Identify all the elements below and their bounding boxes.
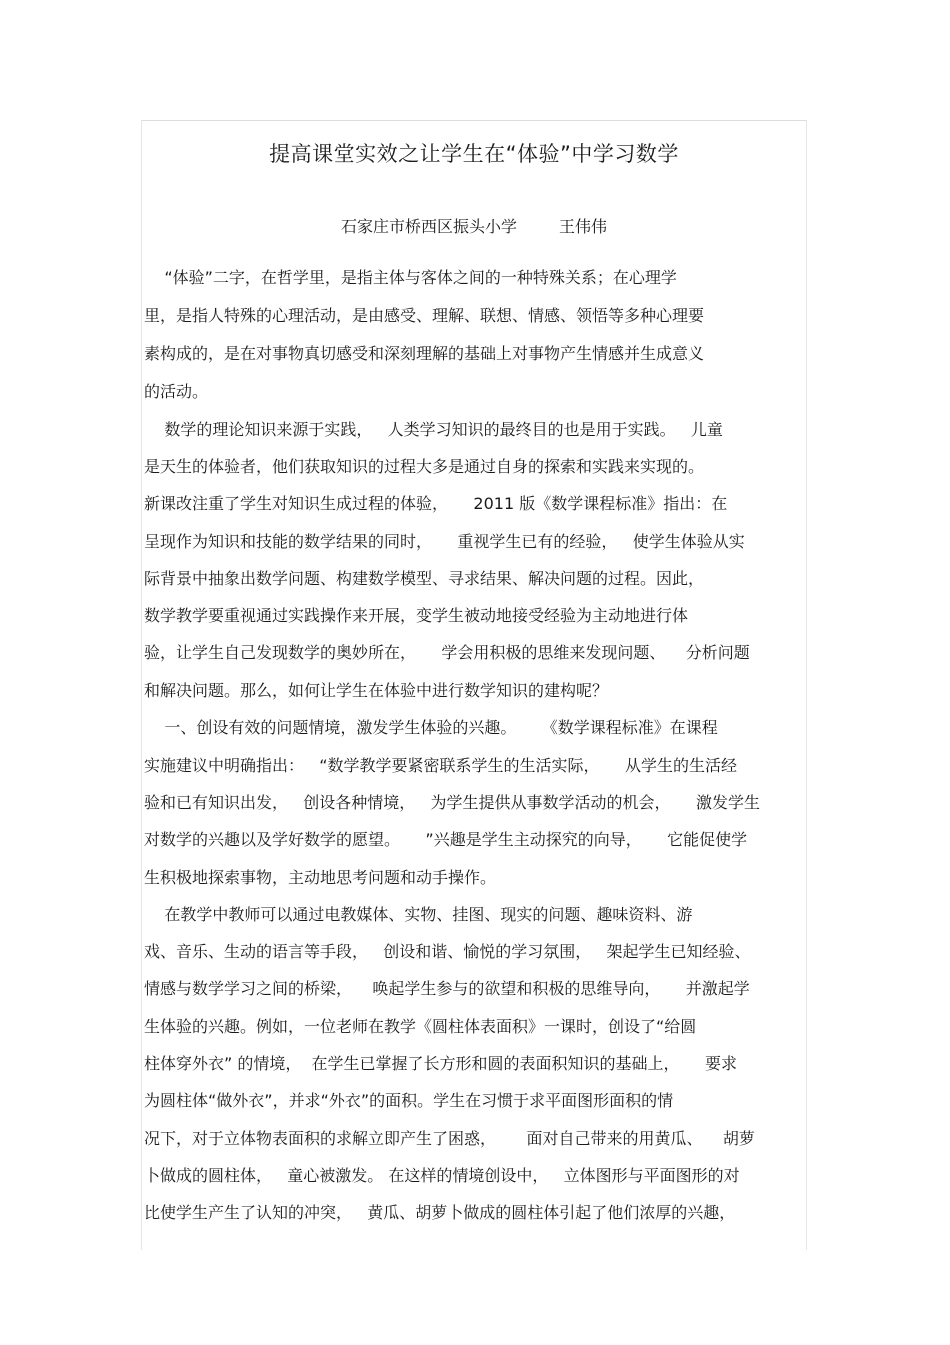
text-line: 验和已有知识出发， 创设各种情境， 为学生提供从事数学活动的机会， 激发学生	[144, 793, 760, 812]
text-line: 数学教学要重视通过实践操作来开展，变学生被动地接受经验为主动地进行体	[144, 606, 689, 625]
author-name: 王伟伟	[559, 217, 608, 236]
text-line: 数学的理论知识来源于实践， 人类学习知识的最终目的也是用于实践。 儿童	[144, 420, 723, 439]
text-line: 生体验的兴趣。例如，一位老师在教学《圆柱体表面积》一课时，创设了“给圆	[144, 1017, 697, 1036]
text-line: 在教学中教师可以通过电教媒体、实物、挂图、现实的问题、趣味资料、游	[144, 905, 693, 924]
text-line: 新课改注重了学生对知识生成过程的体验， 2011 版《数学课程标准》指出：在	[144, 494, 728, 513]
text-line: 一、创设有效的问题情境，激发学生体验的兴趣。 《数学课程标准》在课程	[144, 718, 718, 737]
text-line: 里，是指人特殊的心理活动，是由感受、理解、联想、情感、领悟等多种心理要	[144, 306, 705, 325]
text-line: 卜做成的圆柱体， 童心被激发。 在这样的情境创设中， 立体图形与平面图形的对	[144, 1166, 740, 1185]
text-line: 况下，对于立体物表面积的求解立即产生了困惑， 面对自己带来的用黄瓜、 胡萝	[144, 1129, 755, 1148]
text-line: 对数学的兴趣以及学好数学的愿望。 ”兴趣是学生主动探究的向导， 它能促使学	[144, 830, 748, 849]
school-name: 石家庄市桥西区振头小学	[340, 217, 517, 236]
text-line: 和解决问题。那么，如何让学生在体验中进行数学知识的建构呢？	[144, 681, 609, 700]
text-line: 的活动。	[144, 382, 209, 401]
text-line: 际背景中抽象出数学问题、构建数学模型、寻求结果、解决问题的过程。因此，	[144, 569, 705, 588]
text-line: 验，让学生自己发现数学的奥妙所在， 学会用积极的思维来发现问题、 分析问题	[144, 643, 750, 662]
text-line: 为圆柱体“做外衣”，并求“外衣”的面积。学生在习惯于求平面图形面积的情	[144, 1091, 674, 1110]
text-line: 生积极地探索事物，主动地思考问题和动手操作。	[144, 868, 497, 887]
text-line: 实施建议中明确指出： “数学教学要紧密联系学生的生活实际， 从学生的生活经	[144, 756, 737, 775]
text-line: 比使学生产生了认知的冲突， 黄瓜、胡萝卜做成的圆柱体引起了他们浓厚的兴趣，	[144, 1203, 736, 1222]
text-line: 是天生的体验者，他们获取知识的过程大多是通过自身的探索和实践来实现的。	[144, 457, 705, 476]
text-line: 呈现作为知识和技能的数学结果的同时， 重视学生已有的经验， 使学生体验从实	[144, 532, 745, 551]
text-line: 柱体穿外衣” 的情境， 在学生已掌握了长方形和圆的表面积知识的基础上， 要求	[144, 1054, 737, 1073]
byline	[141, 215, 807, 239]
text-line: 戏、音乐、生动的语言等手段， 创设和谐、愉悦的学习氛围， 架起学生已知经验、	[144, 942, 751, 961]
text-line: 素构成的，是在对事物真切感受和深刻理解的基础上对事物产生情感并生成意义	[144, 344, 705, 363]
text-line: “体验”二字，在哲学里，是指主体与客体之间的一种特殊关系；在心理学	[144, 268, 677, 287]
text-line: 情感与数学学习之间的桥梁， 唤起学生参与的欲望和积极的思维导向， 并激起学	[144, 979, 750, 998]
document-title: 提高课堂实效之让学生在“体验”中学习数学	[269, 142, 679, 166]
